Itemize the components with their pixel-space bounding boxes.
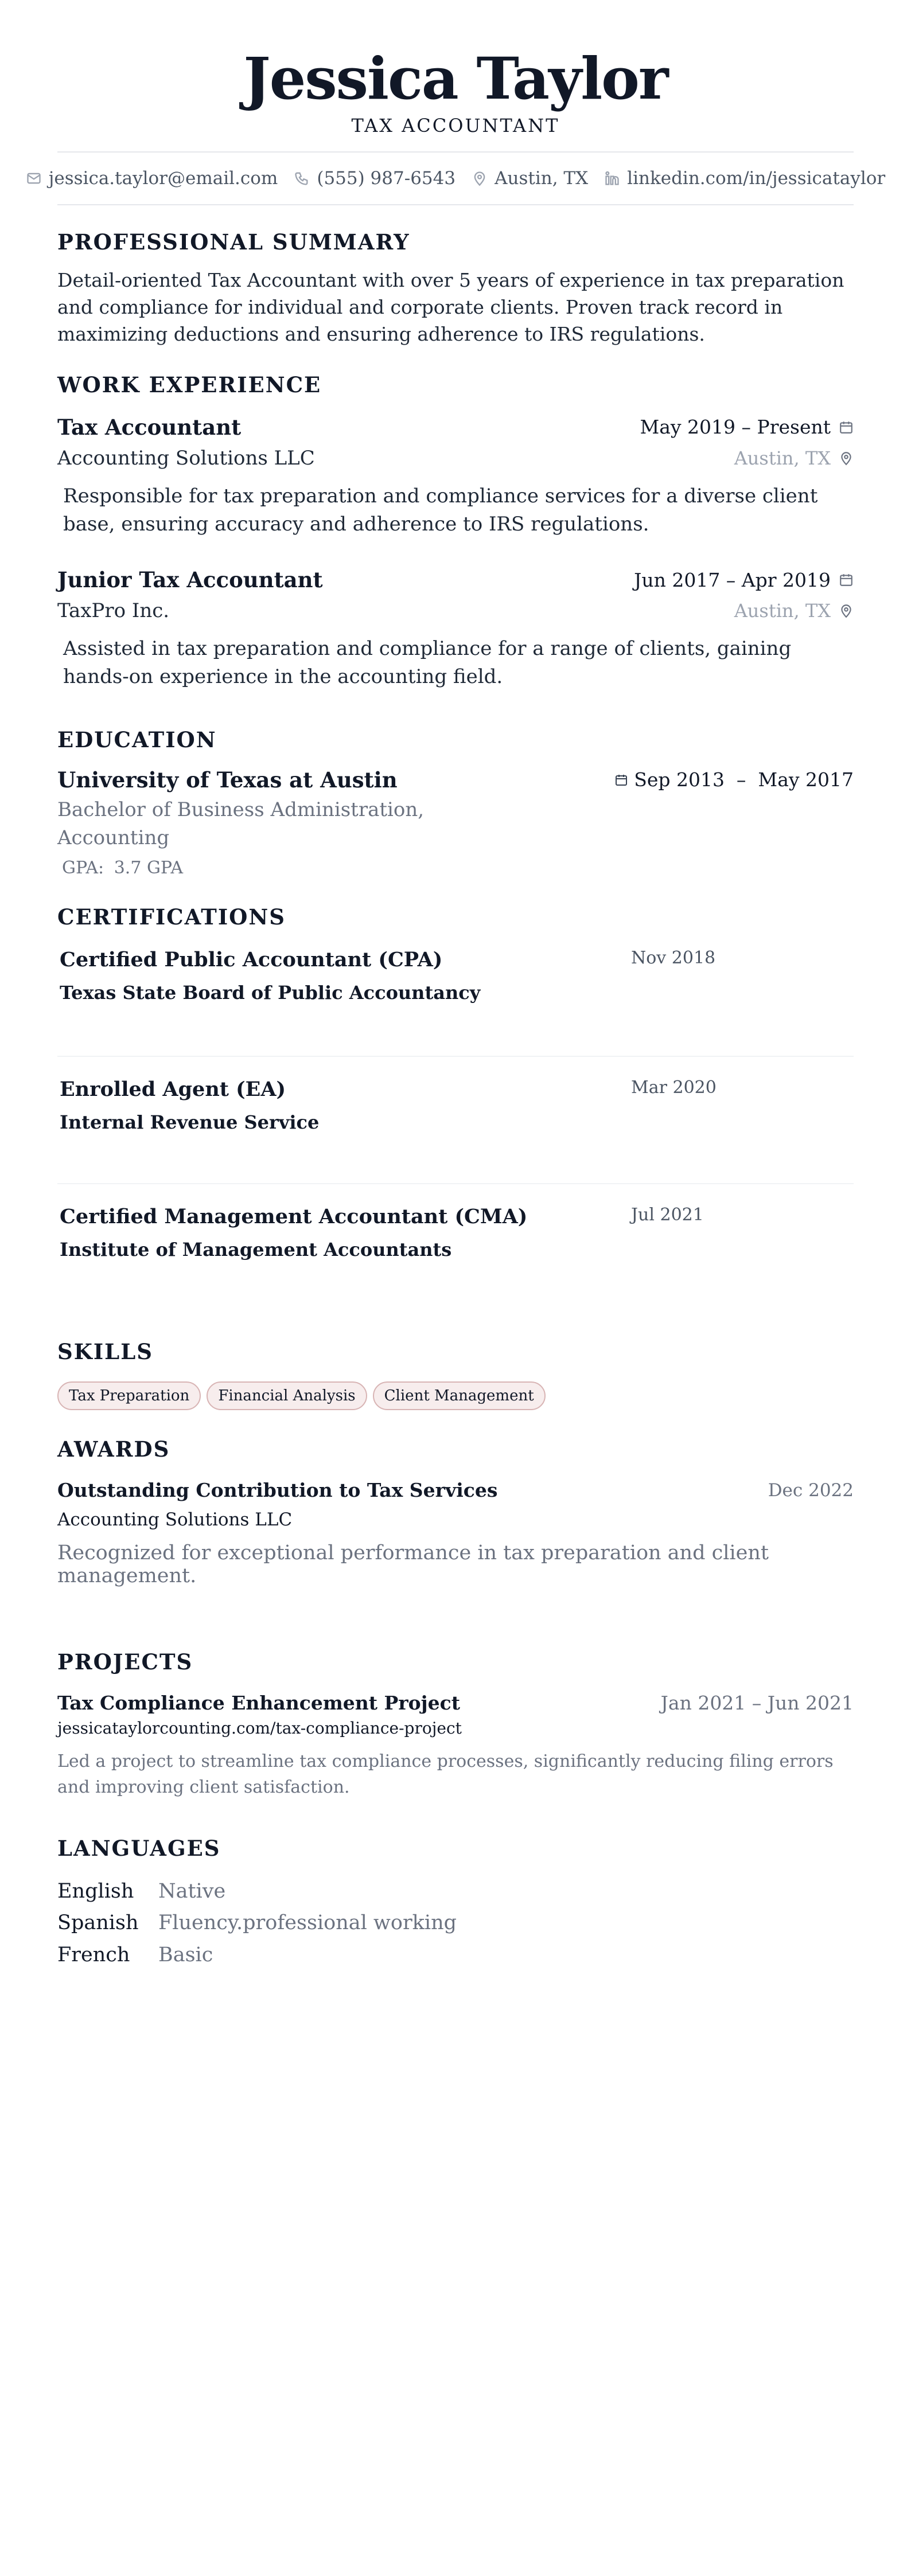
education-dates bbox=[614, 768, 854, 791]
job-location-text: Austin, TX bbox=[734, 447, 831, 469]
section-heading: LANGUAGES bbox=[57, 1836, 221, 1861]
map-pin-icon bbox=[839, 603, 854, 618]
award-organization: Accounting Solutions LLC bbox=[57, 1509, 293, 1531]
map-pin-icon bbox=[472, 170, 488, 186]
skill-tag: Client Management bbox=[373, 1381, 546, 1410]
section-heading: CERTIFICATIONS bbox=[57, 904, 286, 930]
language-name: Spanish bbox=[57, 1911, 139, 1935]
degree-text: Bachelor of Business Administration, Accounting bbox=[57, 798, 425, 850]
certification-entry bbox=[57, 1184, 854, 1312]
skills-section bbox=[57, 1339, 854, 1410]
languages-list bbox=[57, 1876, 854, 1971]
email-text: jessica.taylor@email.com bbox=[48, 168, 278, 189]
section-heading: SKILLS bbox=[57, 1339, 153, 1365]
section-heading: AWARDS bbox=[57, 1437, 170, 1462]
language-row bbox=[57, 1939, 854, 1971]
resume-header bbox=[48, 0, 886, 205]
language-row bbox=[57, 1907, 854, 1939]
job-location bbox=[734, 600, 854, 622]
project-dates: Jan 2021 – Jun 2021 bbox=[660, 1692, 854, 1715]
school-name: University of Texas at Austin bbox=[57, 767, 398, 793]
contact-location bbox=[472, 168, 588, 189]
job-dates bbox=[640, 416, 854, 438]
language-row bbox=[57, 1876, 854, 1907]
award-description: Recognized for exceptional performance in tax preparation and client management. bbox=[57, 1541, 769, 1588]
location-text: Austin, TX bbox=[495, 168, 589, 189]
project-title: Tax Compliance Enhancement Project bbox=[57, 1692, 460, 1715]
job-company: Accounting Solutions LLC bbox=[57, 446, 315, 470]
job-title: Junior Tax Accountant bbox=[57, 567, 323, 593]
education-entry bbox=[57, 767, 854, 879]
certification-date: Mar 2020 bbox=[631, 1078, 717, 1098]
job-location bbox=[734, 447, 854, 469]
calendar-icon bbox=[839, 572, 854, 587]
certifications-section bbox=[57, 904, 854, 1312]
language-level: Fluency.professional working bbox=[158, 1911, 457, 1935]
job-company: TaxPro Inc. bbox=[57, 599, 170, 623]
job-entry bbox=[57, 567, 854, 692]
job-dates bbox=[634, 569, 854, 591]
certification-issuer: Institute of Management Accountants bbox=[60, 1239, 452, 1261]
education-dates-text: Sep 2013 – May 2017 bbox=[634, 768, 854, 791]
certification-date: Jul 2021 bbox=[631, 1205, 704, 1225]
language-name: French bbox=[57, 1943, 130, 1966]
section-heading: WORK EXPERIENCE bbox=[57, 372, 322, 397]
job-description: Assisted in tax preparation and compliance for a range of clients, gaining hands-on experience in the accounting field. bbox=[63, 637, 792, 689]
language-level: Native bbox=[158, 1880, 226, 1903]
education-section bbox=[57, 727, 854, 879]
calendar-icon bbox=[839, 420, 854, 435]
phone-text: (555) 987-6543 bbox=[317, 168, 456, 189]
award-title: Outstanding Contribution to Tax Services bbox=[57, 1479, 498, 1502]
certification-name: Certified Public Accountant (CPA) bbox=[60, 948, 443, 972]
award-date: Dec 2022 bbox=[768, 1480, 854, 1501]
gpa-value: 3.7 GPA bbox=[114, 858, 184, 879]
certification-name: Enrolled Agent (EA) bbox=[60, 1078, 286, 1102]
mail-icon bbox=[26, 170, 42, 186]
certification-entry bbox=[57, 1057, 854, 1184]
section-heading: PROJECTS bbox=[57, 1649, 193, 1675]
language-level: Basic bbox=[158, 1943, 213, 1966]
certification-issuer: Texas State Board of Public Accountancy bbox=[60, 982, 481, 1004]
calendar-icon bbox=[614, 773, 628, 787]
section-heading: EDUCATION bbox=[57, 727, 217, 752]
summary-text: Detail-oriented Tax Accountant with over 5 years of experience in tax preparation and compliance for individual and corporate clients. Proven track record in maximizing deductions and ensuring adherence to IRS regulations. bbox=[57, 269, 844, 345]
skill-tag: Tax Preparation bbox=[57, 1381, 201, 1410]
summary-section bbox=[57, 229, 854, 348]
job-dates-text: May 2019 – Present bbox=[640, 416, 831, 439]
gpa-label: GPA: bbox=[62, 858, 104, 879]
job-location-text: Austin, TX bbox=[734, 600, 831, 622]
job-title: Tax Accountant bbox=[57, 414, 242, 440]
project-url-link[interactable]: jessicataylorcounting.com/tax-compliance-project bbox=[57, 1719, 462, 1738]
linkedin-text: linkedin.com/in/jessicataylor bbox=[627, 168, 886, 189]
job-description: Responsible for tax preparation and compliance services for a diverse client base, ensuring accuracy and adherence to IRS regulations. bbox=[63, 484, 818, 536]
section-heading: PROFESSIONAL SUMMARY bbox=[57, 229, 410, 255]
candidate-name: Jessica Taylor bbox=[243, 45, 668, 112]
work-section bbox=[57, 372, 854, 692]
phone-icon bbox=[294, 170, 310, 186]
skills-list bbox=[57, 1381, 854, 1410]
awards-section bbox=[57, 1437, 854, 1587]
language-name: English bbox=[57, 1880, 134, 1903]
job-dates-text: Jun 2017 – Apr 2019 bbox=[634, 568, 831, 591]
certification-entry bbox=[57, 930, 854, 1057]
skill-tag: Financial Analysis bbox=[207, 1381, 367, 1410]
project-entry bbox=[57, 1692, 854, 1800]
certification-name: Certified Management Accountant (CMA) bbox=[60, 1205, 528, 1229]
linkedin-icon bbox=[604, 170, 620, 186]
award-entry bbox=[57, 1479, 854, 1587]
project-description: Led a project to streamline tax compliance processes, significantly reducing filing errors and improving client satisfaction. bbox=[57, 1751, 834, 1797]
languages-section bbox=[57, 1836, 854, 1971]
projects-section bbox=[57, 1649, 854, 1800]
contact-email[interactable] bbox=[26, 168, 278, 189]
job-entry bbox=[57, 415, 854, 539]
certification-issuer: Internal Revenue Service bbox=[60, 1111, 320, 1134]
certification-date: Nov 2018 bbox=[631, 948, 716, 969]
map-pin-icon bbox=[839, 451, 854, 466]
contact-phone[interactable] bbox=[294, 168, 456, 189]
candidate-title: TAX ACCOUNTANT bbox=[351, 115, 560, 136]
gpa bbox=[57, 858, 854, 878]
contact-linkedin[interactable] bbox=[604, 168, 885, 189]
contact-bar bbox=[48, 151, 886, 205]
